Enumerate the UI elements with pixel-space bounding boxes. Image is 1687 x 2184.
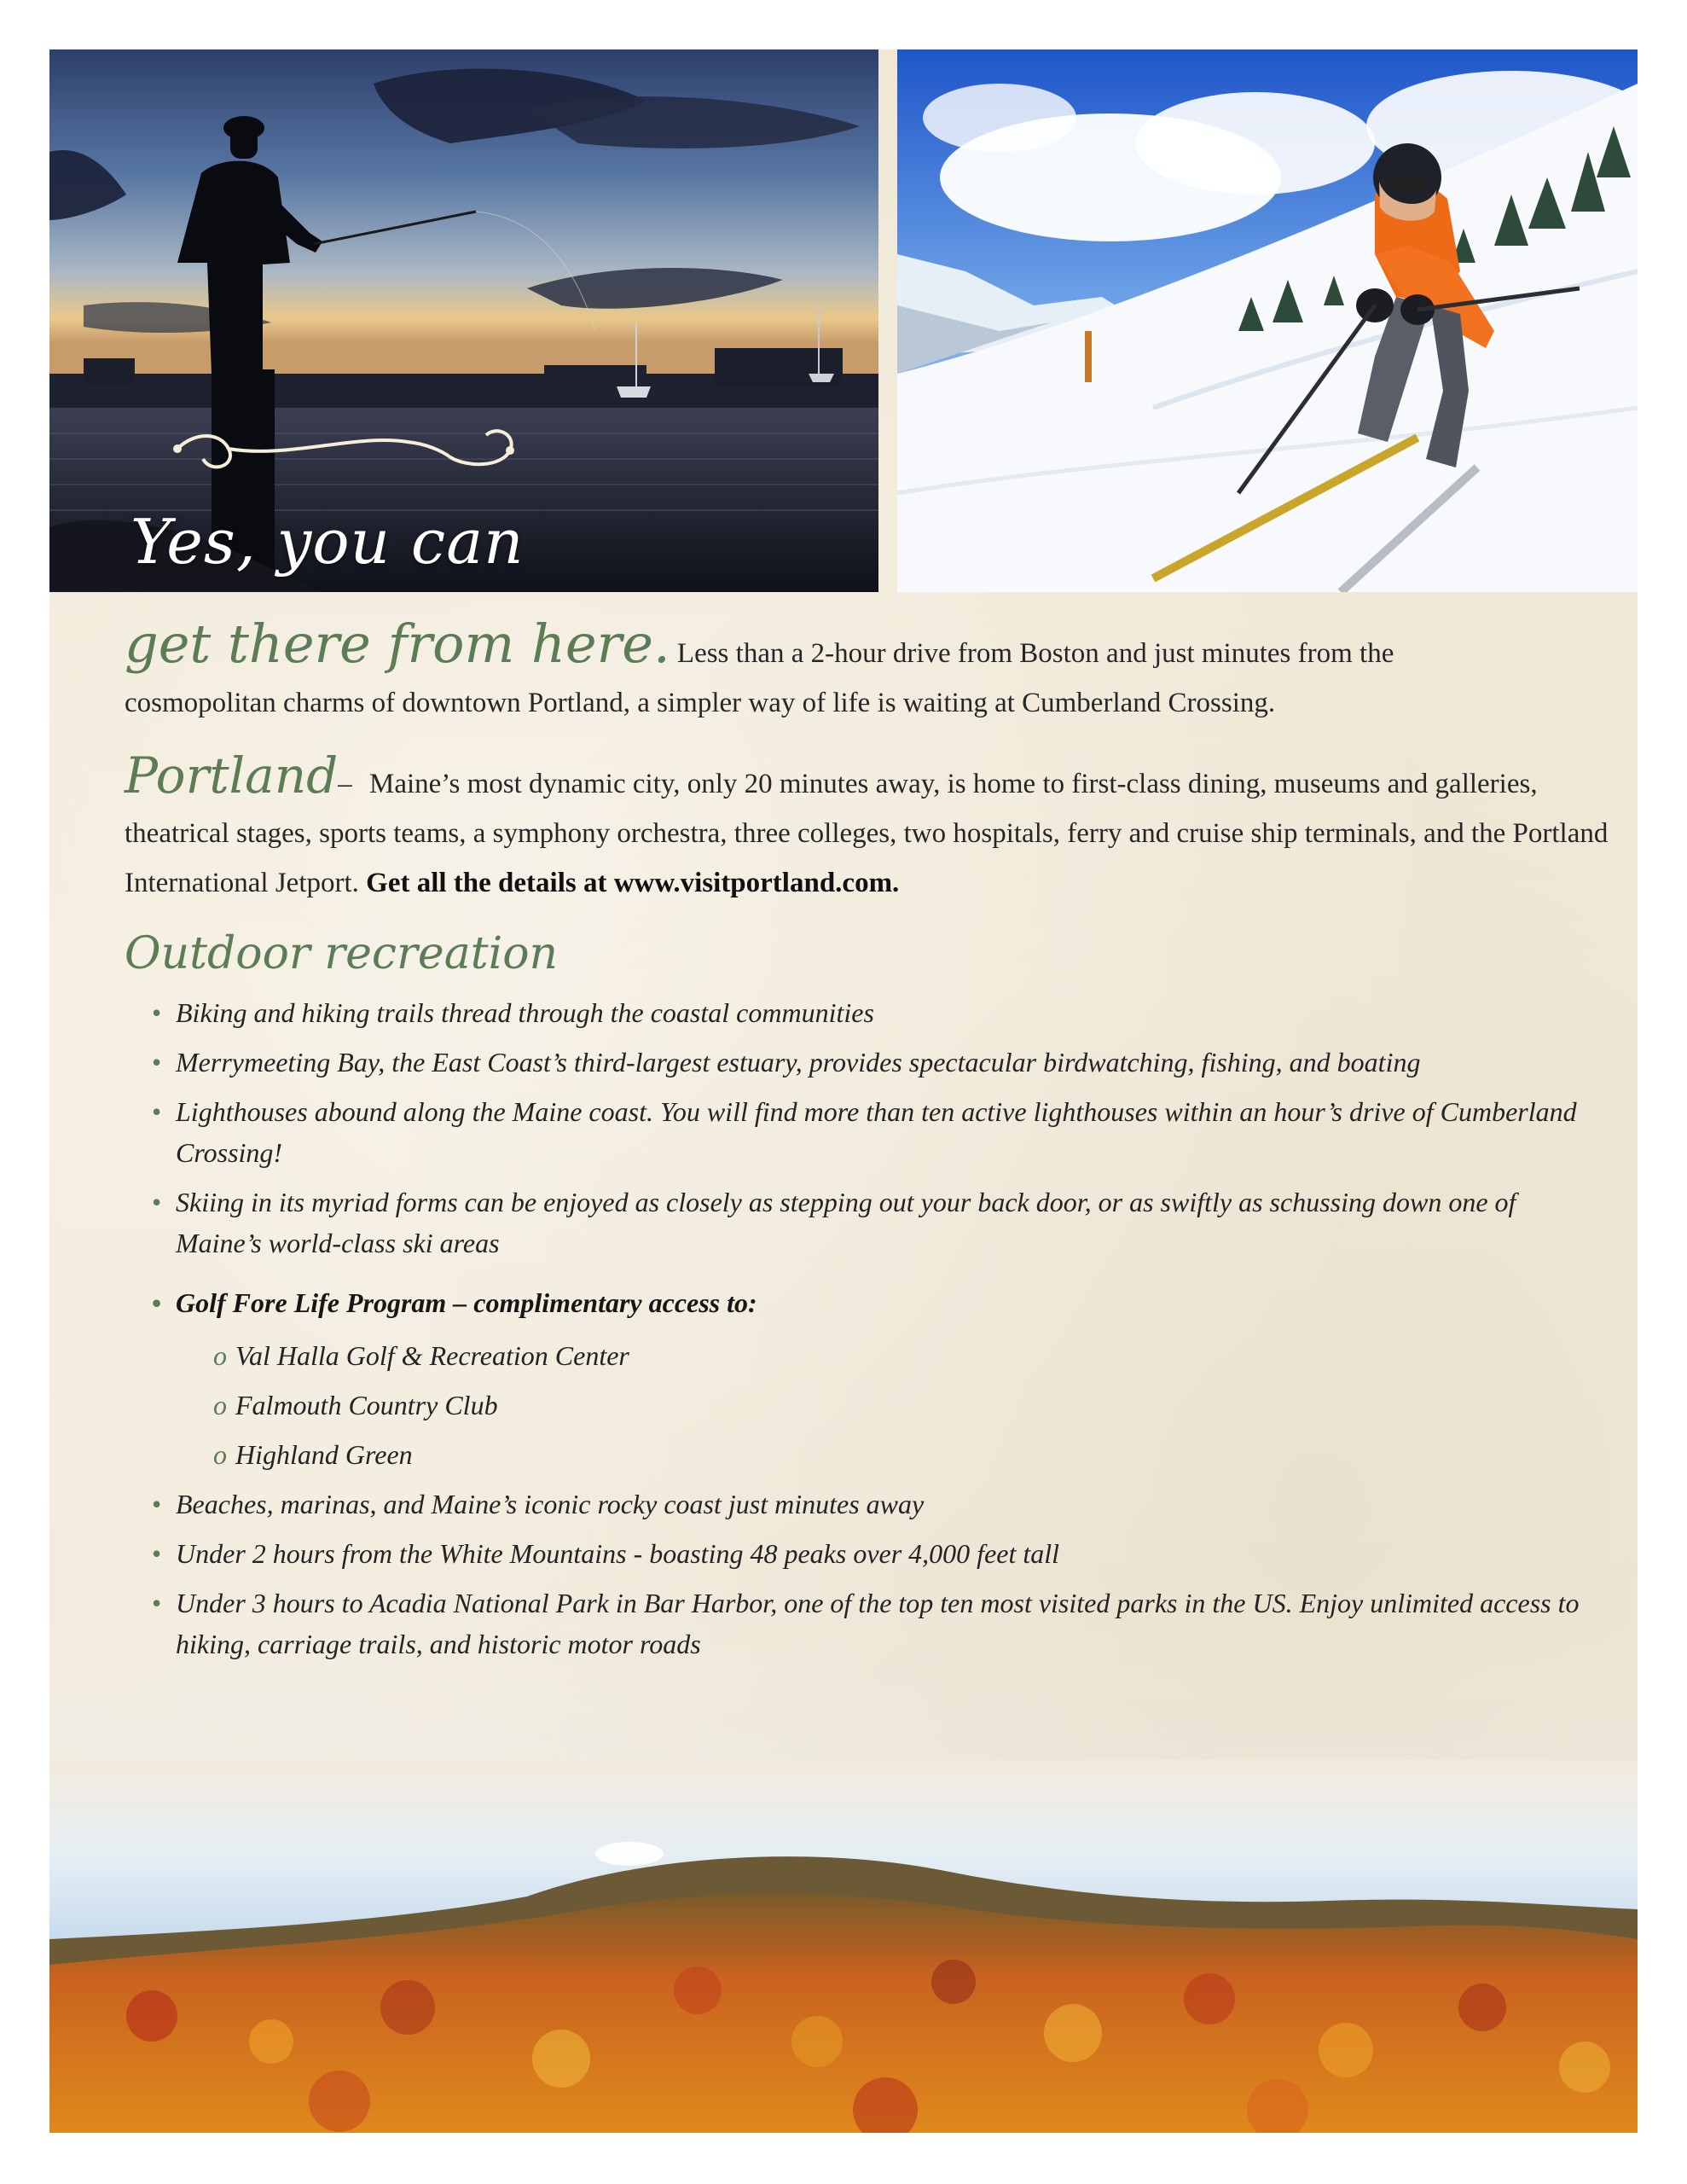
bullet-icon: • — [152, 1588, 162, 1618]
list-item: • Under 2 hours from the White Mountains - boasting 48 peaks over 4,000 feet tall — [152, 1533, 1593, 1574]
intro-line-2: cosmopolitan charms of downtown Portland, a simpler way of life is waiting at Cumberland Crossing. — [125, 688, 1276, 718]
autumn-mountain-icon — [49, 1760, 1638, 2133]
brochure-page — [49, 49, 1638, 2133]
sub-bullet-icon: o — [213, 1390, 227, 1420]
list-item: • Skiing in its myriad forms can be enjoyed as closely as stepping out your back door, or as swiftly as schussing down one of Maine’s world-class ski areas — [152, 1182, 1593, 1263]
intro-line-1: Less than a 2-hour drive from Boston and just minutes from the — [670, 638, 1394, 669]
headline-continuation: get there from here. — [125, 613, 670, 675]
list-item: • Beaches, marinas, and Maine’s iconic rocky coast just minutes away — [152, 1484, 1593, 1525]
intro-paragraph — [125, 613, 1609, 728]
headline-overlay: Yes, you can — [130, 506, 525, 578]
list-item: • Lighthouses abound along the Maine coast. You will find more than ten active lighthouses within an hour’s drive of Cumberland Crossing! — [152, 1091, 1593, 1173]
bullet-icon: • — [152, 1287, 162, 1318]
list-item: • Biking and hiking trails thread through the coastal communities — [152, 992, 1593, 1033]
golf-course-item: o Val Halla Golf & Recreation Center — [213, 1340, 629, 1371]
outdoor-recreation-title: Outdoor recreation — [125, 928, 559, 979]
bullet-icon: • — [152, 1489, 162, 1519]
list-item-golf-program: • Golf Fore Life Program – complimentary access to: — [152, 1282, 1593, 1323]
portland-title: Portland — [125, 746, 339, 804]
autumn-foliage-photo — [49, 1760, 1638, 2133]
sub-bullet-icon: o — [213, 1340, 227, 1371]
bullet-icon: • — [152, 1047, 162, 1077]
bullet-icon: • — [152, 1538, 162, 1569]
bullet-icon: • — [152, 1096, 162, 1127]
skiing-photo — [897, 49, 1638, 592]
sub-bullet-icon: o — [213, 1439, 227, 1470]
bullet-icon: • — [152, 997, 162, 1028]
skier-icon — [897, 49, 1638, 592]
portland-body: Maine’s most dynamic city, only 20 minutes away, is home to first-class dining, museums and galleries, theatrical stages, sports teams, a symphony orchestra, three colleges, two hospitals, ferry and cruise ship terminals, and the Portland International Jetport. — [125, 769, 1609, 898]
portland-paragraph — [125, 746, 1609, 908]
list-item: • Under 3 hours to Acadia National Park in Bar Harbor, one of the top ten most visited parks in the US. Enjoy unlimited access to hiking, carriage trails, and historic motor roads — [152, 1583, 1593, 1664]
fishing-sunset-photo — [49, 49, 878, 592]
golf-course-item: o Highland Green — [213, 1439, 413, 1470]
list-item: • Merrymeeting Bay, the East Coast’s third-largest estuary, provides spectacular birdwatching, fishing, and boating — [152, 1042, 1593, 1083]
bullet-icon: • — [152, 1187, 162, 1217]
visitportland-link[interactable]: Get all the details at www.visitportland.com. — [366, 868, 900, 898]
golf-course-item: o Falmouth Country Club — [213, 1390, 498, 1420]
portland-dash: – — [338, 769, 352, 799]
